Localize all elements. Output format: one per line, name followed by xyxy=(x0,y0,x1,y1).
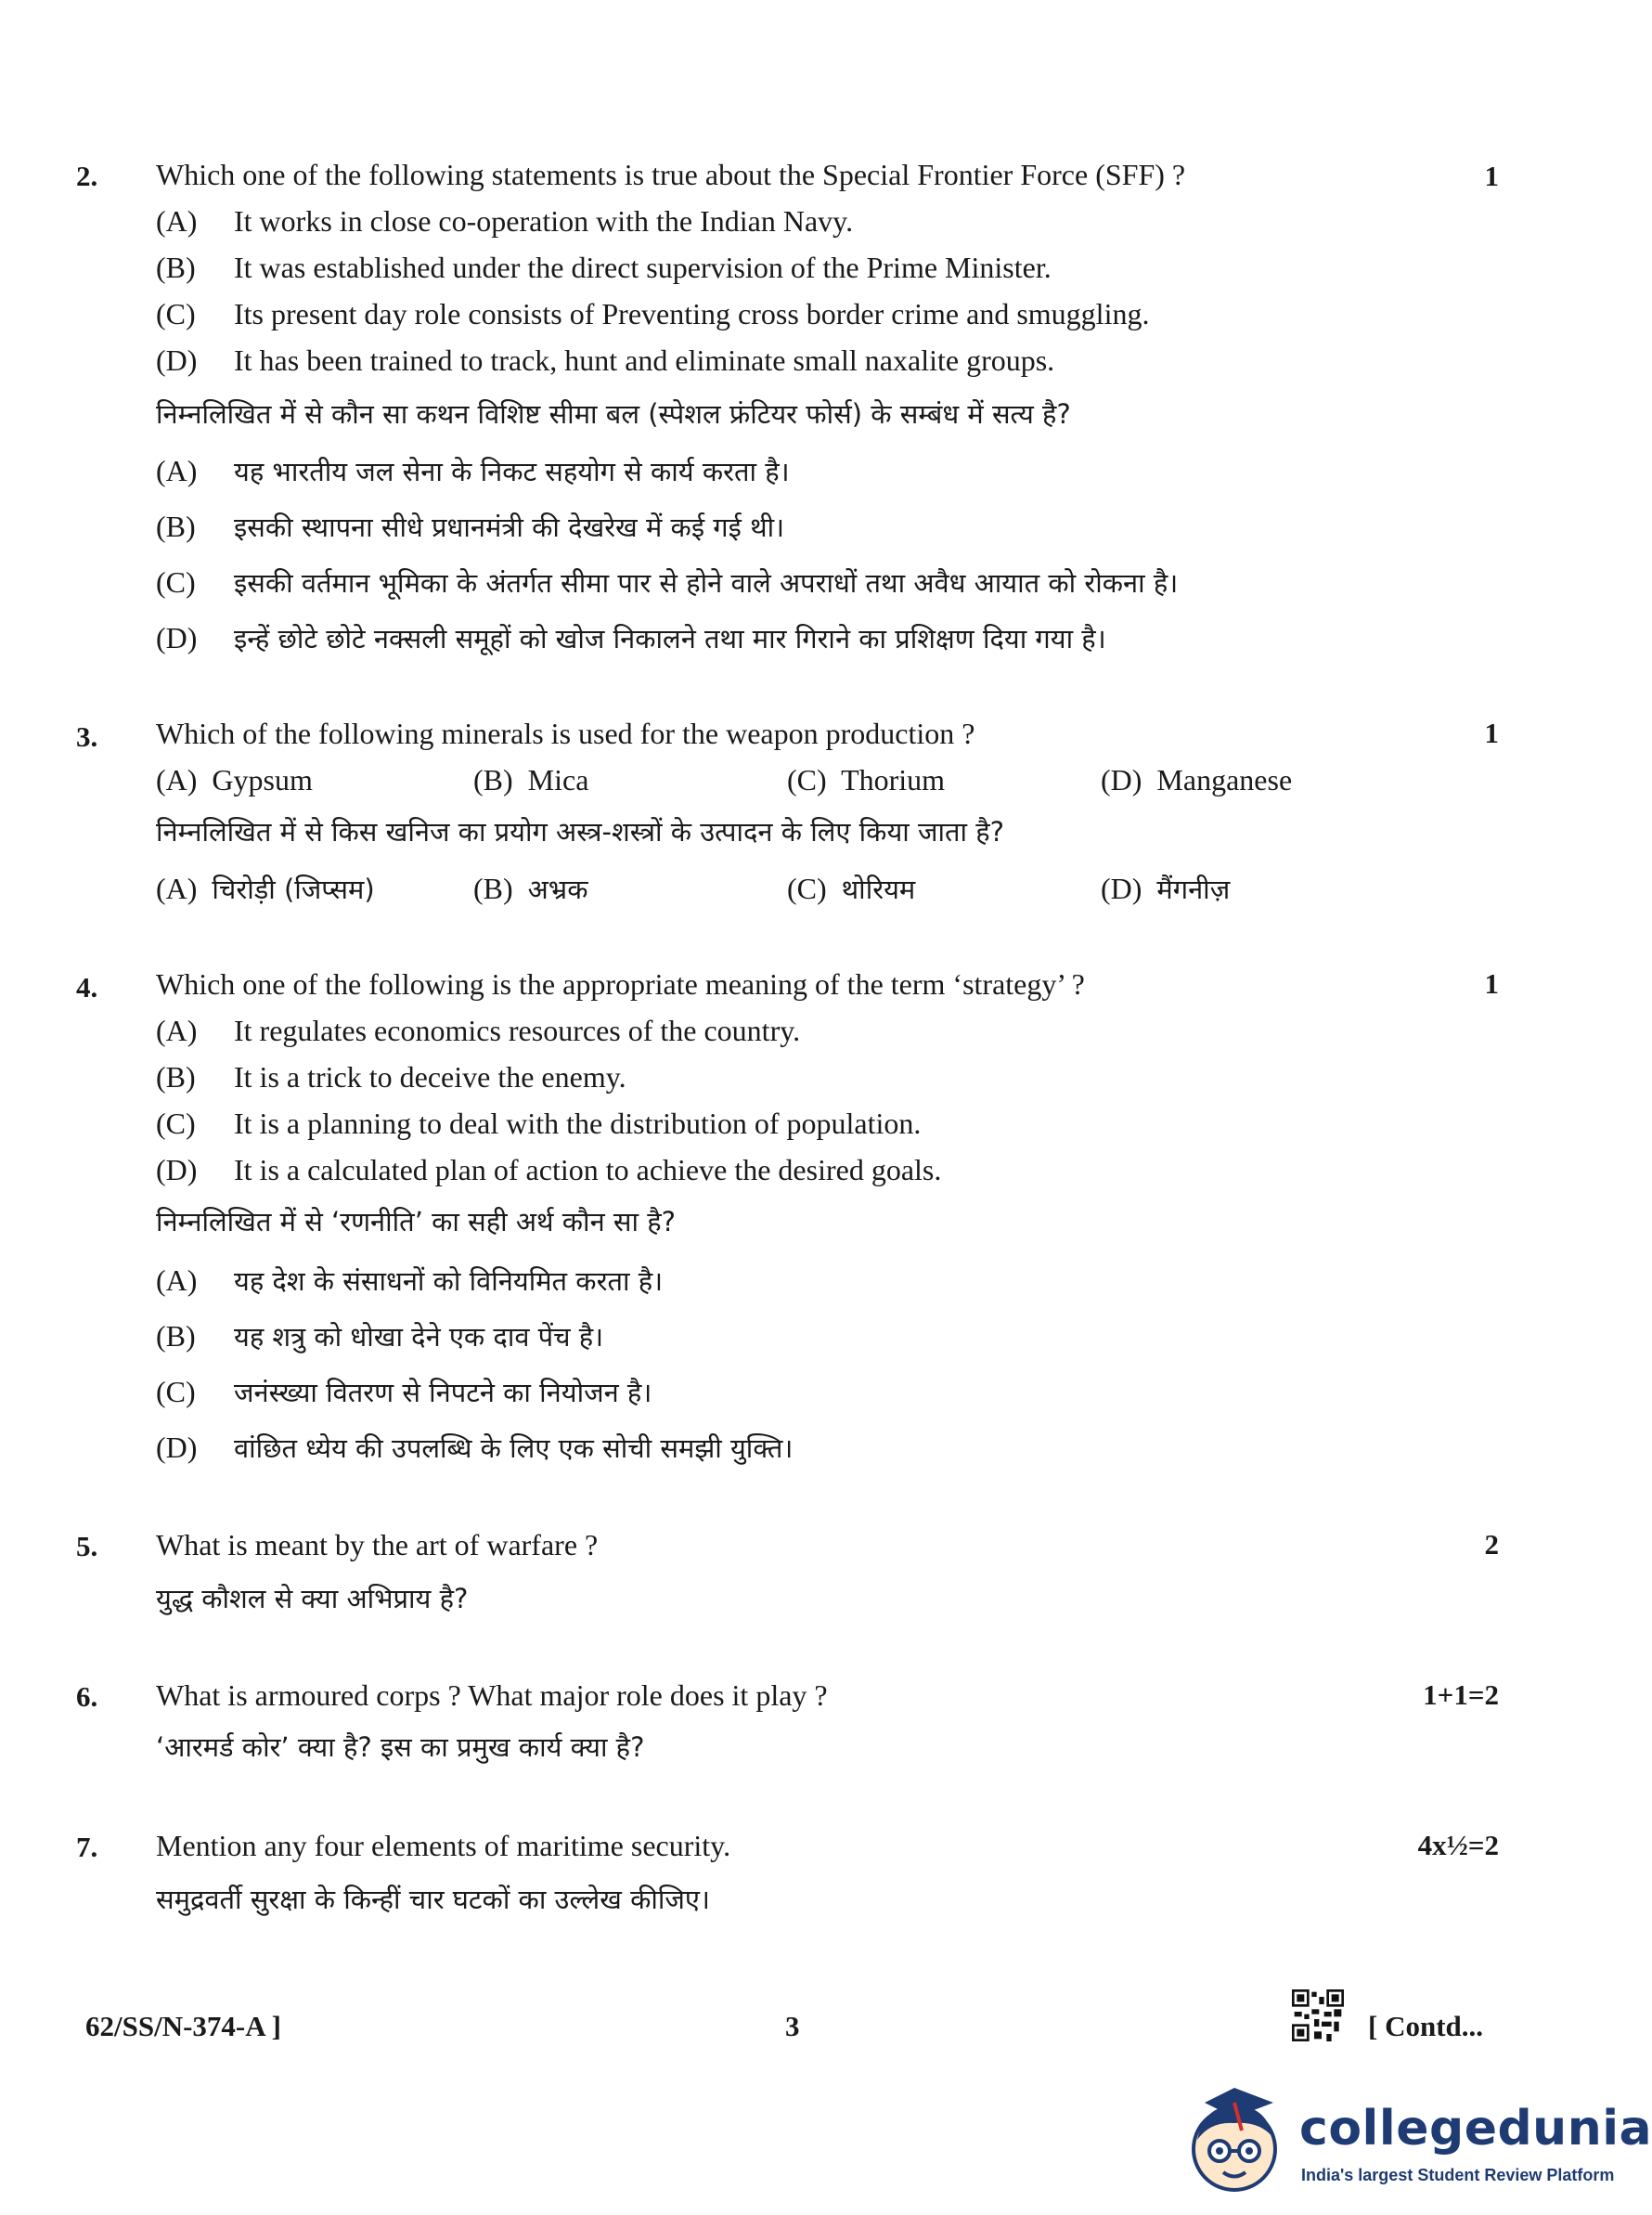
question-text-english: Which of the following minerals is used for the weapon production ? xyxy=(156,717,975,750)
option-c: (C) Thorium xyxy=(787,763,946,797)
question-text-hindi: निम्नलिखित में से ‘रणनीति’ का सही अर्थ कौन सा है? xyxy=(156,1206,677,1237)
hindi-option-d: (D) इन्हें छोटे छोटे नक्सली समूहों को खोज निकालने तथा मार गिराने का प्रशिक्षण दिया गया है। xyxy=(156,621,1106,654)
option-b: (B) It is a trick to deceive the enemy. xyxy=(156,1060,626,1094)
question-text-hindi: निम्नलिखित में से किस खनिज का प्रयोग अस्त्र-शस्त्रों के उत्पादन के लिए किया जाता है? xyxy=(156,816,1005,848)
question-text-english: Which one of the following is the appropriate meaning of the term ‘strategy’ ? xyxy=(156,967,1085,1001)
question-marks: 4x½=2 xyxy=(1417,1829,1499,1861)
hindi-option-a: (A) यह देश के संसाधनों को विनियमित करता है। xyxy=(156,1263,664,1297)
question-text-hindi: ‘आरमर्ड कोर’ क्या है? इस का प्रमुख कार्य क्या है? xyxy=(156,1731,645,1763)
option-d: (D) It is a calculated plan of action to achieve the desired goals. xyxy=(156,1153,942,1186)
option-b: (B) Mica xyxy=(473,763,589,797)
brand-name: collegedunia xyxy=(1299,2101,1652,2157)
question-number: 7. xyxy=(76,1831,98,1863)
question-text-hindi: समुद्रवर्ती सुरक्षा के किन्हीं चार घटकों का उल्लेख कीजिए। xyxy=(156,1884,710,1915)
option-c: (C) It is a planning to deal with the distribution of population. xyxy=(156,1107,922,1140)
question-text-english: Which one of the following statements is true about the Special Frontier Force (SFF) ? xyxy=(156,158,1186,191)
question-marks: 1 xyxy=(1484,717,1499,749)
question-marks: 2 xyxy=(1484,1528,1499,1561)
hindi-option-d: (D) वांछित ध्येय की उपलब्धि के लिए एक सोची समझी युक्ति। xyxy=(156,1431,794,1464)
question-number: 4. xyxy=(76,971,98,1004)
brand-tagline: India's largest Student Review Platform xyxy=(1301,2166,1615,2184)
page-number: 3 xyxy=(785,2010,800,2042)
hindi-option-a: (A) यह भारतीय जल सेना के निकट सहयोग से कार्य करता है। xyxy=(156,454,790,487)
question-number: 6. xyxy=(76,1680,98,1713)
collegedunia-logo xyxy=(1177,2084,1652,2200)
hindi-option-a: (A) चिरोड़ी (जिप्सम) xyxy=(156,872,375,905)
question-text-hindi: युद्ध कौशल से क्या अभिप्राय है? xyxy=(156,1583,469,1614)
question-number: 5. xyxy=(76,1530,98,1562)
hindi-option-c: (C) जनंस्ख्या वितरण से निपटने का नियोजन है। xyxy=(156,1375,652,1408)
option-b: (B) It was established under the direct supervision of the Prime Minister. xyxy=(156,251,1052,284)
option-d: (D) It has been trained to track, hunt and eliminate small naxalite groups. xyxy=(156,343,1055,377)
question-text-english: Mention any four elements of maritime security. xyxy=(156,1829,731,1862)
hindi-option-b: (B) यह शत्रु को धोखा देने एक दाव पेंच है। xyxy=(156,1319,604,1353)
option-d: (D) Manganese xyxy=(1101,763,1293,797)
paper-code: 62/SS/N-374-A ] xyxy=(85,2010,281,2042)
option-a: (A) It works in close co-operation with the Indian Navy. xyxy=(156,204,854,238)
question-number: 2. xyxy=(76,160,98,192)
question-marks: 1 xyxy=(1484,160,1499,192)
student-mascot-icon xyxy=(1177,2084,1293,2200)
question-text-english: What is meant by the art of warfare ? xyxy=(156,1528,599,1561)
hindi-option-d: (D) मैंगनीज़ xyxy=(1101,872,1231,905)
question-marks: 1+1=2 xyxy=(1423,1678,1499,1711)
question-text-hindi: निम्नलिखित में से कौन सा कथन विशिष्ट सीमा बल (स्पेशल फ्रंटियर फोर्स) के सम्बंध में सत्य है? xyxy=(156,398,1071,430)
question-text-english: What is armoured corps ? What major role does it play ? xyxy=(156,1678,828,1712)
hindi-option-c: (C) थोरियम xyxy=(787,872,916,905)
option-a: (A) It regulates economics resources of the country. xyxy=(156,1014,801,1047)
option-c: (C) Its present day role consists of Preventing cross border crime and smuggling. xyxy=(156,297,1150,330)
hindi-option-c: (C) इसकी वर्तमान भूमिका के अंतर्गत सीमा पार से होने वाले अपराधों तथा अवैध आयात को रोकना है। xyxy=(156,565,1179,599)
question-marks: 1 xyxy=(1484,967,1499,1000)
option-a: (A) Gypsum xyxy=(156,763,313,797)
hindi-option-b: (B) अभ्रक xyxy=(473,872,588,905)
continued-label: [ Contd... xyxy=(1368,2010,1484,2042)
qr-code-icon xyxy=(1292,1989,1344,2041)
question-number: 3. xyxy=(76,720,98,753)
hindi-option-b: (B) इसकी स्थापना सीधे प्रधानमंत्री की देखरेख में कई गई थी। xyxy=(156,510,785,543)
